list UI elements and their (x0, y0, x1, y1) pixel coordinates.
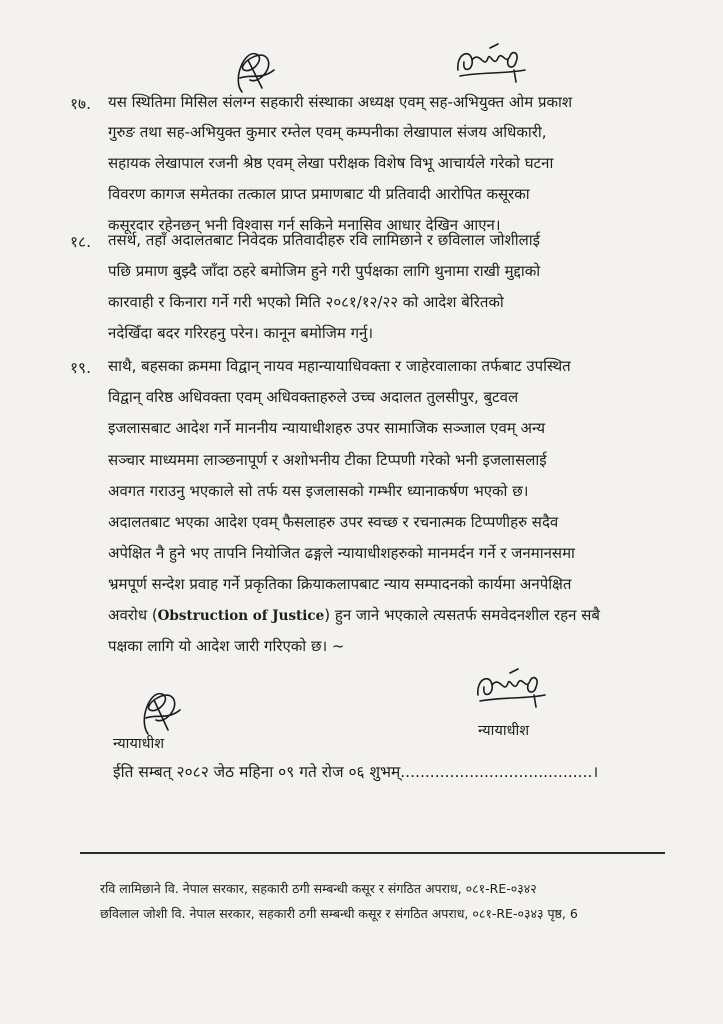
paragraph-line: सञ्चार माध्यममा लाञ्छनापूर्ण र अशोभनीय टीका टिप्पणी गरेको भनी इजलासलाई (108, 451, 547, 469)
paragraph-number: १७. (70, 95, 92, 113)
paragraph-line-latin (108, 605, 600, 626)
paragraph-line: सहायक लेखापाल रजनी श्रेष्ठ एवम् लेखा परीक्षक विशेष विभू आचार्यले गरेको घटना (108, 154, 554, 172)
paragraph-line: विद्वान् वरिष्ठ अधिवक्ता एवम् अधिवक्ताहरुले उच्च अदालत तुलसीपुर, बुटवल (108, 388, 519, 406)
signature-bottom-right (470, 665, 550, 711)
paragraph-number: १८. (70, 233, 92, 251)
paragraph-line: विवरण कागज समेतका तत्काल प्राप्त प्रमाणबाट यी प्रतिवादी आरोपित कसूरका (108, 185, 530, 203)
paragraph-line: नदेखिँदा बदर गरिरहनु परेन। कानून बमोजिम गर्नु। (108, 324, 374, 342)
paragraph-line: पछि प्रमाण बुझ्दै जाँदा ठहरे बमोजिम हुने गरी पुर्पक्षका लागि थुनामा राखी मुद्दाको (108, 262, 541, 280)
paragraph-line: तसर्थ, तहाँ अदालतबाट निवेदक प्रतिवादीहरु रवि लामिछाने र छविलाल जोशीलाई (108, 231, 541, 249)
signature-top-right (450, 40, 530, 85)
paragraph-line: साथै, बहसका क्रममा विद्वान् नायव महान्यायाधिवक्ता र जाहेरवालाका तर्फबाट उपस्थित (108, 357, 571, 375)
line-text-after: ) हुन जाने भएकाले त्यसतर्फ समवेदनशील रहन सबै (324, 606, 600, 624)
paragraph-line: गुरुङ तथा सह-अभियुक्त कुमार रम्तेल एवम् कम्पनीका लेखापाल संजय अधिकारी, (108, 123, 547, 141)
signature-bottom-left (130, 678, 190, 740)
judge-label-left: न्यायाधीश (113, 736, 165, 752)
line-text-before: अवरोध ( (108, 606, 158, 624)
paragraph-line: यस स्थितिमा मिसिल संलग्न सहकारी संस्थाका अध्यक्ष एवम् सह-अभियुक्त ओम प्रकाश (108, 93, 573, 111)
paragraph-line: अदालतबाट भएका आदेश एवम् फैसलाहरु उपर स्वच्छ र रचनात्मक टिप्पणीहरु सदैव (108, 513, 559, 531)
paragraph-line: अवगत गराउनु भएकाले सो तर्फ यस इजलासको गम्भीर ध्यानाकर्षण भएको छ। (108, 482, 529, 500)
paragraph-line: पक्षका लागि यो आदेश जारी गरिएको छ। ~ (108, 637, 345, 655)
paragraph-line: कारवाही र किनारा गर्ने गरी भएको मिति २०८१/१२/२२ को आदेश बेरितको (108, 293, 504, 311)
paragraph-line: इजलासबाट आदेश गर्ने माननीय न्यायाधीशहरु उपर सामाजिक सञ्जाल एवम् अन्य (108, 419, 546, 437)
paragraph-number: १९. (70, 359, 92, 377)
paragraph-line: अपेक्षित नै हुने भए तापनि नियोजित ढङ्गले न्यायाधीशहरुको मानमर्दन गर्ने र जनमानसमा (108, 544, 575, 562)
footer-line-2: छविलाल जोशी वि. नेपाल सरकार, सहकारी ठगी सम्बन्धी कसूर र संगठित अपराध, ०८१-RE-०३४३ पृष्ठ, 6 (100, 906, 578, 921)
footer-divider (80, 852, 665, 854)
judge-label-right: न्यायाधीश (478, 723, 530, 739)
footer-line-1: रवि लामिछाने वि. नेपाल सरकार, सहकारी ठगी सम्बन्धी कसूर र संगठित अपराध, ०८१-RE-०३४२ (100, 881, 537, 896)
closing-line: ईति सम्बत् २०८२ जेठ महिना ०९ गते रोज ०६ शुभम्.......................................। (113, 763, 599, 781)
paragraph-line: भ्रमपूर्ण सन्देश प्रवाह गर्ने प्रकृतिका क्रियाकलापबाट न्याय सम्पादनको कार्यमा अनपेक्षित (108, 575, 572, 593)
signature-top-left (222, 40, 282, 100)
paragraph-line: कसूरदार रहेनछन् भनी विश्वास गर्न सकिने मनासिव आधार देखिन आएन। (108, 216, 501, 234)
latin-term: Obstruction of Justice (157, 608, 325, 624)
